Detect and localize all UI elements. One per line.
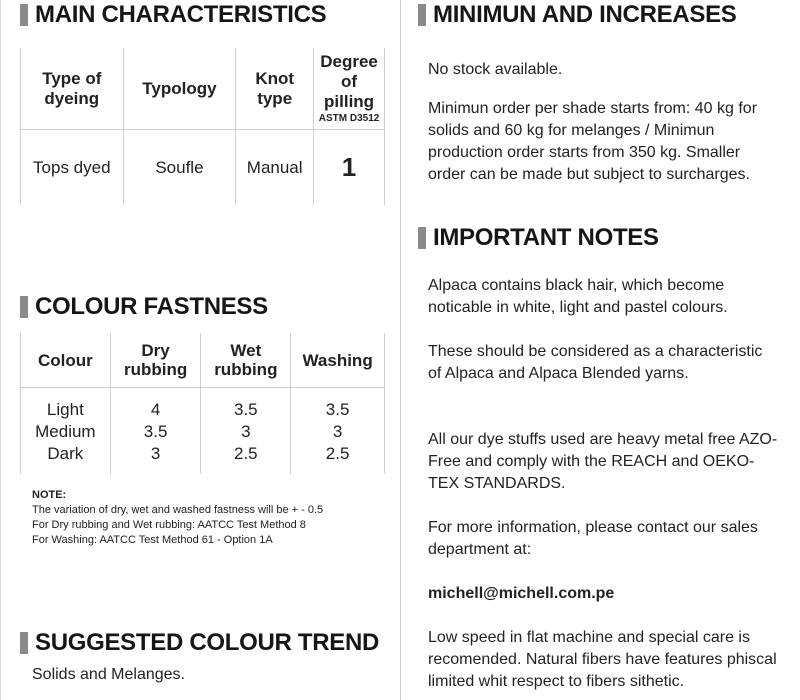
dry-rubbing-value: 3 (150, 444, 161, 463)
cell-degree-of-pilling: 1 (314, 130, 385, 206)
header-washing: Washing (291, 333, 385, 388)
washing-value: 3 (332, 422, 343, 441)
table-row (21, 130, 385, 206)
washing-value: 3.5 (325, 400, 350, 419)
colour-fastness-table (20, 333, 385, 474)
heading-marker (20, 632, 28, 654)
note-paragraph-3: All our dye stuffs used are heavy metal free AZO-Free and comply with the REACH and OEKO-TEX STANDARDS. (428, 431, 778, 492)
notes-line: For Washing: AATCC Test Method 61 - Option 1A (32, 534, 273, 546)
washing-column (291, 388, 385, 475)
cell-typology: Soufle (123, 130, 236, 206)
fastness-notes (32, 488, 323, 548)
notes-line: The variation of dry, wet and washed fastness will be + - 0.5 (32, 504, 324, 516)
minimum-and-increases-heading (418, 1, 737, 29)
colour-column (21, 388, 111, 475)
header-wet-rubbing: Wet rubbing (201, 333, 291, 388)
stock-text: No stock available. (428, 61, 563, 78)
washing-value: 2.5 (325, 444, 350, 463)
dry-rubbing-column (110, 388, 201, 475)
note-paragraph-5: Low speed in flat machine and special care is recomended. Natural fibers have features phiscal limited whit respect to fibers sithetic. (428, 629, 777, 690)
pilling-standard: ASTM D3512 (318, 112, 380, 124)
suggested-colour-trend-heading (20, 629, 379, 657)
heading-marker (20, 4, 28, 26)
wet-rubbing-column (201, 388, 291, 475)
note-paragraph-2: These should be considered as a characteristic of Alpaca and Alpaca Blended yarns. (428, 343, 763, 382)
table-header-row (21, 48, 385, 130)
important-notes-heading (418, 224, 659, 252)
main-characteristics-table (20, 48, 385, 205)
colour-value: Dark (47, 444, 84, 463)
heading-marker (418, 4, 426, 26)
header-knot-type: Knot type (236, 48, 314, 130)
colour-fastness-heading (20, 293, 268, 321)
table-header-row (21, 333, 385, 388)
wet-rubbing-value: 2.5 (234, 444, 258, 463)
main-characteristics-heading (20, 1, 326, 29)
heading-marker (20, 296, 28, 318)
wet-rubbing-value: 3.5 (234, 400, 258, 419)
note-paragraph-4: For more information, please contact our sales department at: (428, 519, 758, 558)
colour-value: Light (46, 400, 84, 419)
cell-type-of-dyeing: Tops dyed (21, 130, 124, 206)
wet-rubbing-value: 3 (241, 422, 251, 441)
heading-text: SUGGESTED COLOUR TREND (35, 629, 380, 656)
header-typology: Typology (123, 48, 236, 130)
heading-text: COLOUR FASTNESS (35, 293, 268, 320)
header-degree-of-pilling (314, 48, 385, 130)
trend-text: Solids and Melanges. (32, 666, 185, 683)
cell-knot-type: Manual (236, 130, 314, 206)
pilling-label: Degree of pilling (320, 51, 378, 111)
heading-text: MINIMUN AND INCREASES (433, 1, 737, 28)
heading-marker (418, 227, 426, 249)
heading-text: IMPORTANT NOTES (433, 224, 659, 251)
table-row (21, 388, 385, 475)
header-type-of-dyeing: Type of dyeing (21, 48, 124, 130)
column-divider (400, 0, 401, 700)
header-dry-rubbing: Dry rubbing (110, 333, 201, 388)
notes-label: NOTE: (32, 489, 67, 501)
colour-value: Medium (35, 422, 96, 441)
contact-email[interactable]: michell@michell.com.pe (428, 585, 615, 602)
notes-line: For Dry rubbing and Wet rubbing: AATCC Test Method 8 (32, 519, 306, 531)
right-column (404, 0, 800, 700)
left-column (0, 0, 397, 700)
dry-rubbing-value: 3.5 (143, 422, 168, 441)
order-text: Minimun order per shade starts from: 40 kg for solids and 60 kg for melanges / Minimun production order starts from 350 kg. Smaller order can be made but subject to surcharges. (428, 100, 758, 183)
header-colour: Colour (21, 333, 111, 388)
note-paragraph-1: Alpaca contains black hair, which become noticable in white, light and pastel colours. (428, 277, 728, 316)
dry-rubbing-value: 4 (150, 400, 161, 419)
heading-text: MAIN CHARACTERISTICS (35, 1, 327, 28)
